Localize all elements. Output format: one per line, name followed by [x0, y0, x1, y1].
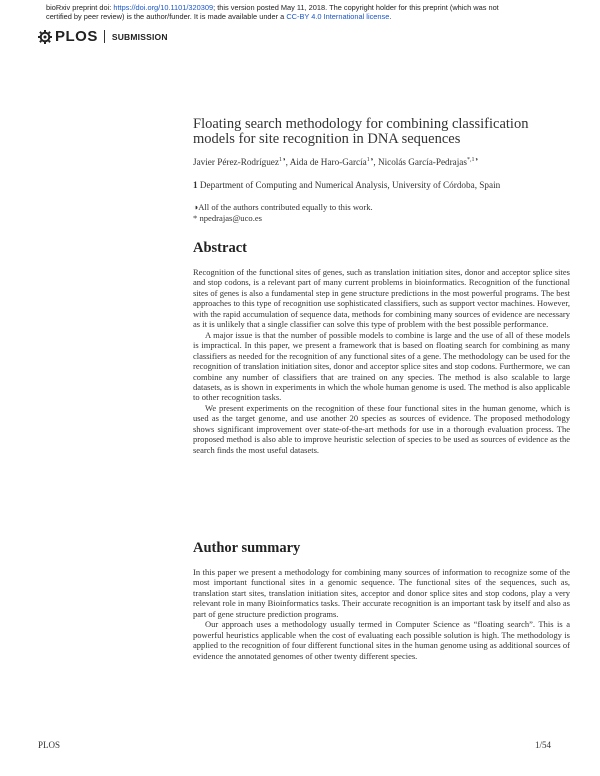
abstract-paragraph: We present experiments on the recognition of these four functional sites in the human genome, which is used as the target genome, and use another 20 species as sources of evidence. The proposed methodology shows significant improvement over state-of-the-art methods for use in a thorough evaluation process. The proposed method is also able to improve heuristic selection of species to be used as sources of evidence as the search finds the most useful datasets.	[193, 402, 570, 455]
copyright-notice	[46, 3, 566, 21]
abstract-paragraph: A major issue is that the number of possible models to combine is large and the use of all of these models is impractical. In this paper, we present a framework that is based on floating search for combining as many classifiers as needed for the recognition of any functional sites of a gene. The methodology can be used for the recognition of translation initiation sites, donor and acceptor splice sites and stop codons. Furthermore, we can combine any number of classifiers that are trained on any species. The method is also scalable to large datasets, as is shown in experiments in which the whole human genome is used. The method is also applicable to other recognition tasks.	[193, 329, 570, 403]
author-name: Javier Pérez-Rodríguez	[193, 157, 279, 168]
author-mark: 1◑	[366, 157, 374, 163]
affiliation-text: Department of Computing and Numerical Analysis, University of Córdoba, Spain	[199, 180, 501, 190]
abstract-paragraph: Recognition of the functional sites of genes, such as translation initiation sites, donor and acceptor splice sites and stop codons, is a relevant part of many current problems in bioinformatics. Recognition of the functional sites of genes is also a fundamental step in gene structure predictions in the most powerful programs. The best approaches to this type of recognition use sophisticated classifiers, such as support vector machines. However, with the rapid accumulation of sequence data, methods for combining many sources of evidence are necessary as it is unlikely that a single classifier can solve this type of problem with the best possible performance.	[193, 267, 570, 330]
plos-wordmark: PLOS	[55, 28, 98, 45]
equal-contribution-note: ◑All of the authors contributed equally to this work.	[193, 202, 373, 212]
author-name: Aida de Haro-García	[289, 157, 367, 168]
section-label: SUBMISSION	[111, 31, 168, 42]
author-mark: 1◑	[278, 157, 286, 163]
affiliation-number: 1	[193, 180, 198, 190]
notice-text: .	[389, 12, 392, 21]
page-number: 1/54	[535, 740, 552, 750]
summary-paragraph: In this paper we present a methodology for combining many sources of information to recognize some of the most important functional sites in a genomic sequence. The functional sites of the sequences, such as, translation start sites, translation initiation sites, acceptor and donor splice sites and stop codons, play a very relevant role in many Bioinformatics tasks. Their accurate recognition is an important task by itself and also as part of gene structure prediction programs.	[193, 567, 570, 619]
plos-logo	[38, 28, 168, 45]
logo-divider	[104, 30, 105, 43]
abstract-heading: Abstract	[193, 240, 247, 256]
author-summary-body	[193, 567, 570, 661]
affiliation	[193, 180, 500, 190]
notice-text: ; this version posted May 11, 2018. The copyright holder for this preprint (which was not	[213, 3, 499, 12]
footer-journal: PLOS	[38, 740, 61, 750]
summary-paragraph: Our approach uses a methodology usually termed in Computer Science as “floating search”. This is a powerful heuristics applicable when the cost of evaluating each possible solution is high. The methodology is applied to the recognition of four different functional sites in the human genome using as additional sources of evidence the annotated genomes of other twenty different species.	[193, 619, 570, 661]
plos-mark-icon	[38, 30, 52, 44]
corresponding-email: * npedrajas@uco.es	[193, 213, 263, 223]
author-list	[193, 157, 573, 167]
author-separator: ,	[373, 157, 378, 168]
author-summary-heading: Author summary	[193, 540, 301, 556]
abstract-body	[193, 267, 570, 455]
author-mark: *,1◑	[466, 157, 479, 163]
author-separator: ,	[285, 157, 290, 168]
notice-text: certified by peer review) is the author/funder. It is made available under a	[46, 12, 287, 21]
article-title: Floating search methodology for combining classification models for site recognition in DNA sequences	[193, 116, 529, 147]
notice-text: bioRxiv preprint doi:	[46, 3, 114, 12]
license-link[interactable]: CC-BY 4.0 International license	[286, 12, 390, 21]
doi-link[interactable]: https://doi.org/10.1101/320309	[113, 3, 214, 12]
author-name: Nicolás García-Pedrajas	[377, 157, 467, 168]
